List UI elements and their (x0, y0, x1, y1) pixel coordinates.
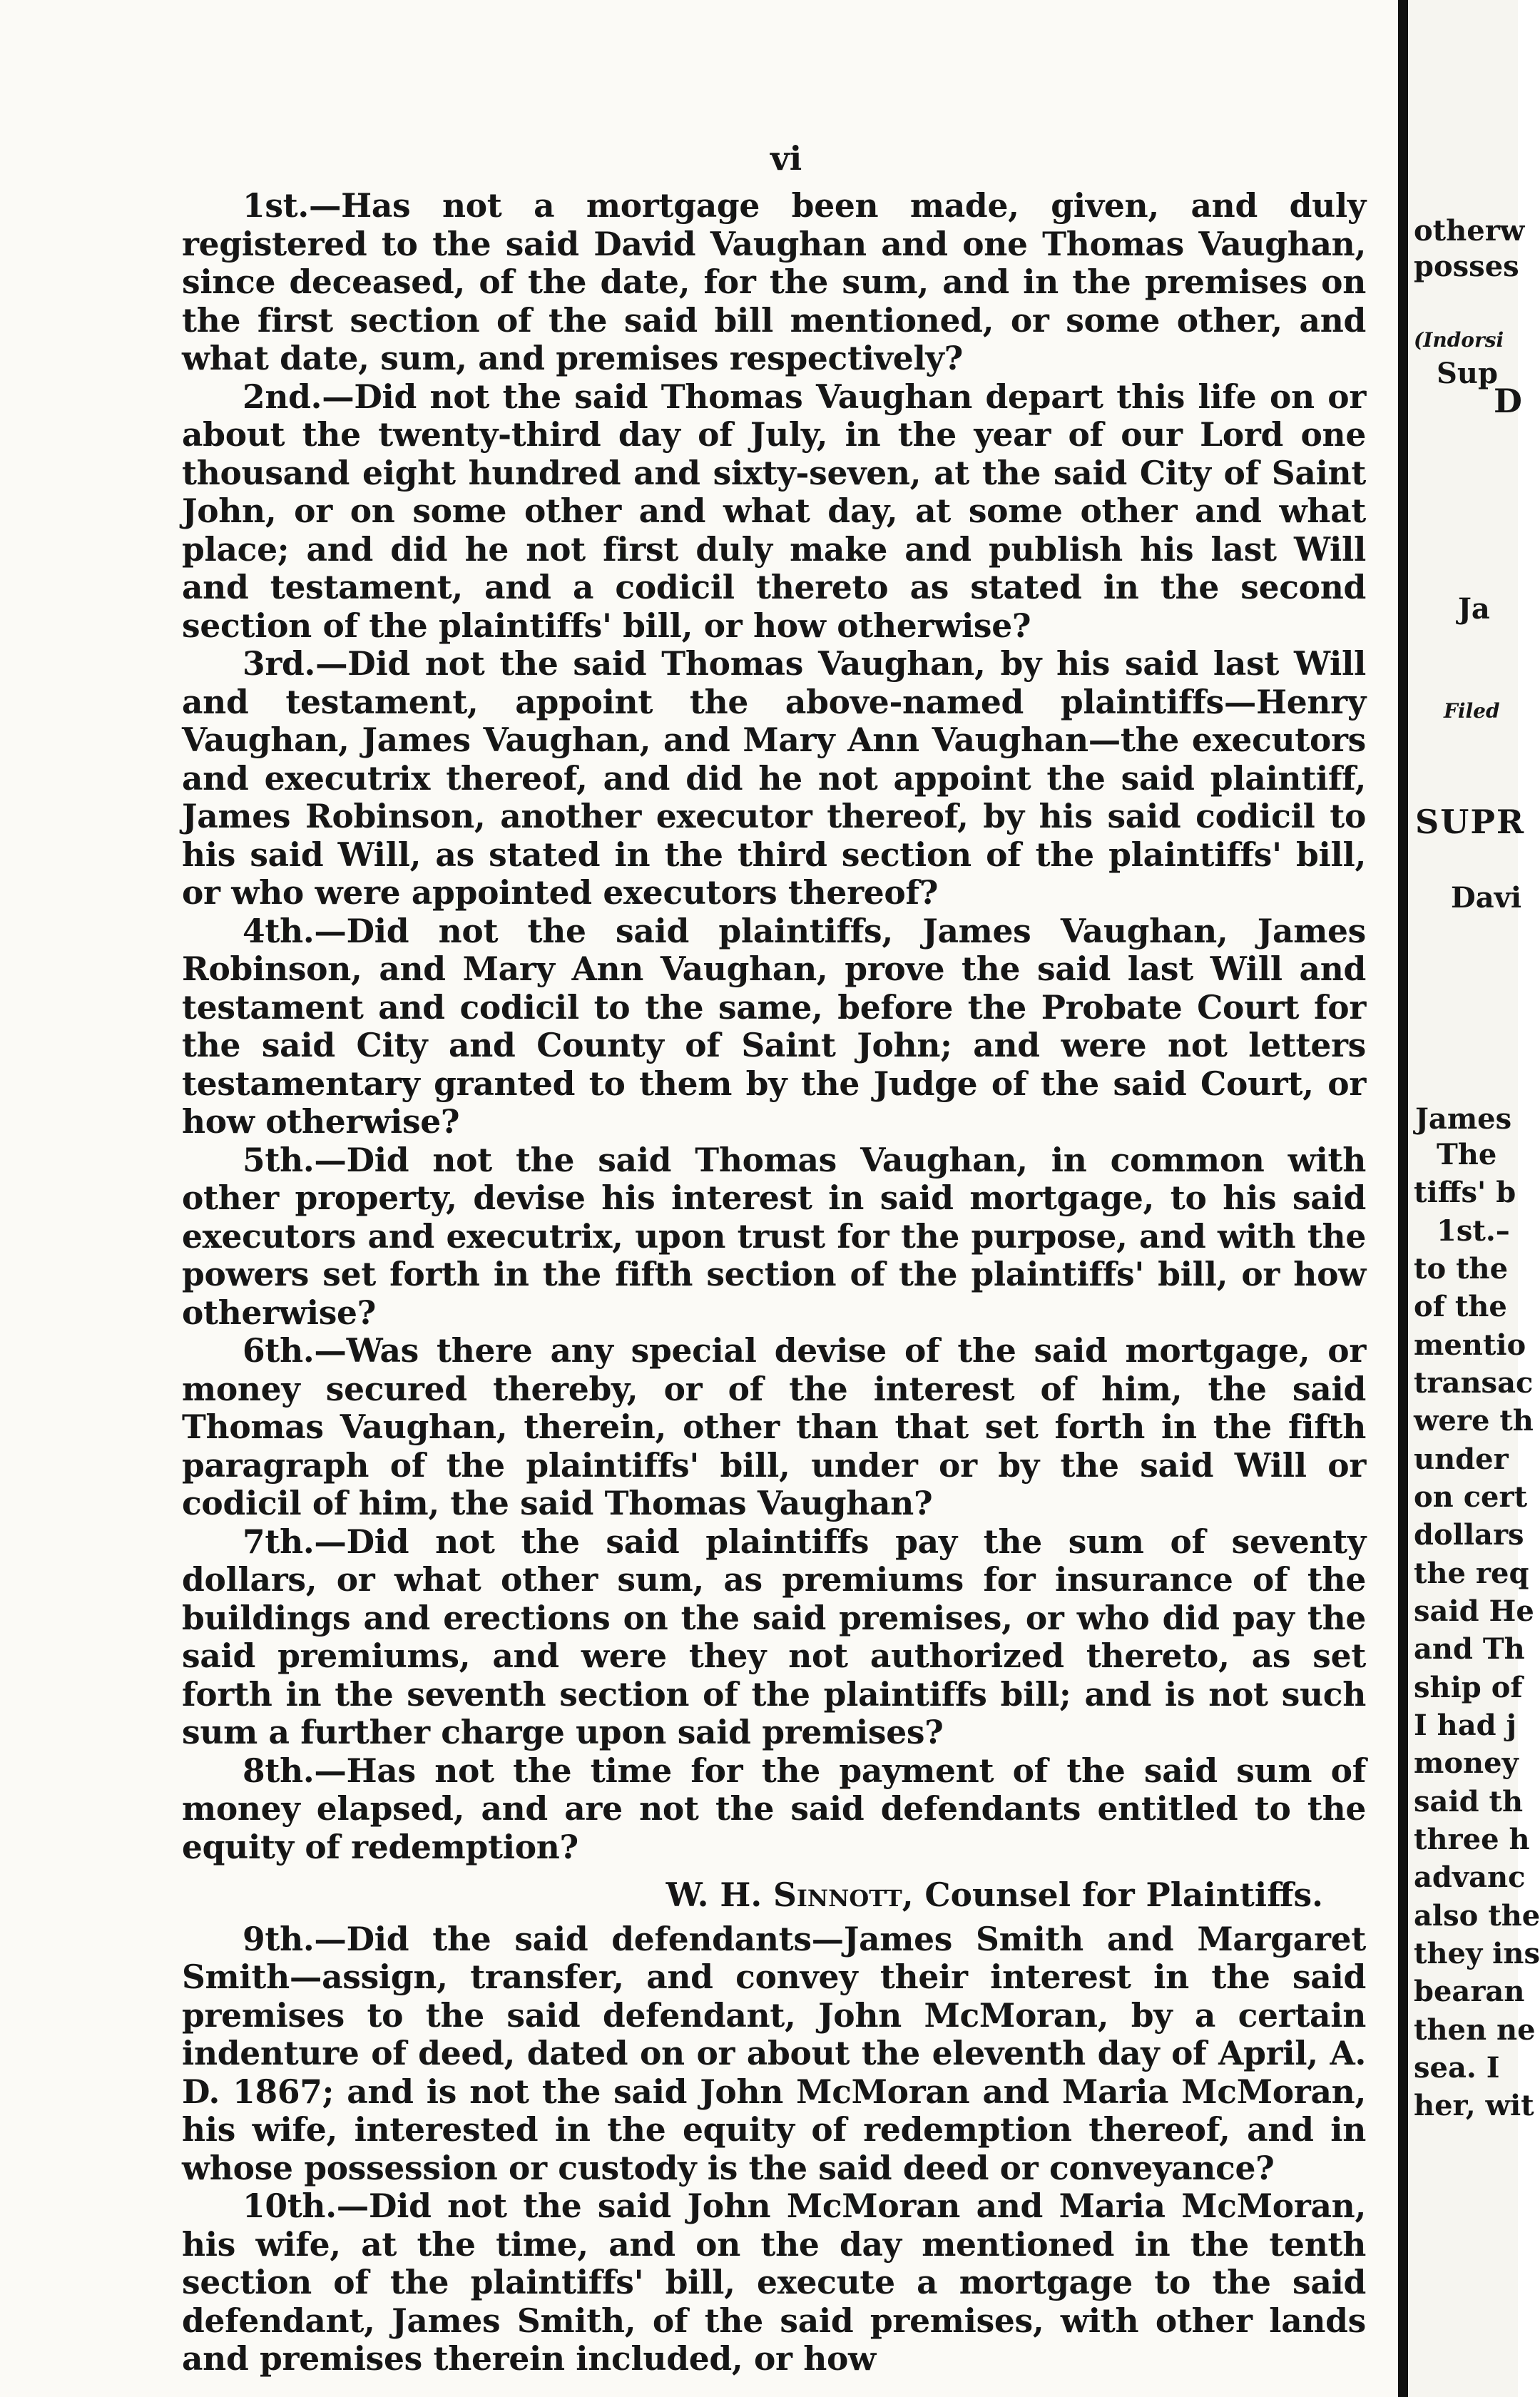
adjacent-fragment: posses (1414, 250, 1519, 283)
signature-role: , Counsel for Plaintiffs. (902, 1876, 1323, 1914)
interrogatory-number: 8th. (243, 1751, 315, 1790)
adjacent-fragment: transac (1414, 1366, 1534, 1400)
interrogatory-text: —Did not the said Thomas Vaughan, in common with other property, devise his interest in said mortgage, to his said executors and executrix, upon trust for the purpose, and with the powers set forth in the fifth section of the plaintiffs' bill, or how otherwise? (182, 1140, 1366, 1332)
interrogatory-text: —Did not the said Thomas Vaughan, by his said last Will and testament, appoint the above-named plaintiffs—Henry Vaughan, James Vaughan, and Mary Ann Vaughan—the executors and executrix thereof, and did he not appoint the said plaintiff, James Robinson, another executor thereof, by his said codicil to his said Will, as stated in the third section of the plaintiffs' bill, or who were appointed executors thereof? (182, 644, 1366, 912)
adjacent-fragment: James (1415, 1102, 1512, 1136)
adjacent-fragment: three h (1414, 1823, 1530, 1856)
interrogatory-number: 1st. (243, 186, 309, 225)
interrogatory-5 (182, 1141, 1366, 1333)
interrogatory-number: 7th. (243, 1522, 315, 1561)
interrogatory-number: 10th. (243, 2187, 337, 2225)
adjacent-fragment: tiffs' b (1414, 1176, 1516, 1209)
adjacent-fragment: I had j (1414, 1709, 1517, 1742)
interrogatory-7 (182, 1523, 1366, 1752)
interrogatory-10 (182, 2187, 1366, 2378)
interrogatory-number: 9th. (243, 1919, 315, 1958)
adjacent-fragment: 1st.– (1437, 1214, 1510, 1248)
counsel-signature (182, 1876, 1366, 1915)
interrogatory-2 (182, 378, 1366, 646)
adjacent-fragment: sea. I (1414, 2051, 1500, 2085)
adjacent-fragment: dollars (1414, 1518, 1524, 1552)
signature-initials: W. H. (666, 1876, 774, 1914)
interrogatory-text: —Has not a mortgage been made, given, and duly registered to the said David Vaughan and one Thomas Vaughan, since deceased, of the date, for the sum, and in the premises on the first section of the said bill mentioned, or some other, and what date, sum, and premises respectively? (182, 186, 1366, 377)
adjacent-fragment: advanc (1414, 1861, 1526, 1894)
adjacent-fragment: money (1414, 1746, 1519, 1780)
adjacent-fragment: also the (1414, 1899, 1540, 1933)
interrogatory-8 (182, 1752, 1366, 1867)
adjacent-fragment: Davi (1451, 881, 1522, 915)
adjacent-fragment: her, wit (1414, 2089, 1534, 2122)
adjacent-fragment: said th (1414, 1785, 1524, 1818)
adjacent-fragment: (Indorsi (1414, 328, 1504, 352)
interrogatory-text: —Has not the time for the payment of the said sum of money elapsed, and are not the said defendants entitled to the equity of redemption? (182, 1751, 1366, 1866)
page-number: vi (770, 139, 802, 178)
interrogatory-text: —Did not the said John McMoran and Maria McMoran, his wife, at the time, and on the day mentioned in the tenth section of the plaintiffs' bill, execute a mortgage to the said defendant, James Smith, of the said premises, with other lands and premises therein included, or how (182, 2187, 1366, 2378)
adjacent-fragment: the req (1414, 1557, 1529, 1590)
adjacent-fragment: on cert (1414, 1480, 1528, 1514)
adjacent-fragment: The (1437, 1138, 1497, 1171)
interrogatory-text: —Did the said defendants—James Smith and Margaret Smith—assign, transfer, and convey their interest in the said premises to the said defendant, John McMoran, by a certain indenture of deed, dated on or about the eleventh day of April, A. D. 1867; and is not the said John McMoran and Maria McMoran, his wife, interested in the equity of redemption thereof, and in whose possession or custody is the said deed or conveyance? (182, 1919, 1366, 2187)
interrogatory-text: —Did not the said plaintiffs, James Vaughan, James Robinson, and Mary Ann Vaughan, prove the said last Will and testament and codicil to the same, before the Probate Court for the said City and County of Saint John; and were not letters testamentary granted to them by the Judge of the said Court, or how otherwise? (182, 911, 1366, 1141)
adjacent-fragment: SUPR (1415, 803, 1526, 841)
interrogatory-text: —Did not the said plaintiffs pay the sum of seventy dollars, or what other sum, as premiums for insurance of the buildings and erections on the said premises, or who did pay the said premiums, and were they not authorized thereto, as set forth in the seventh section of the plaintiffs bill; and is not such sum a further charge upon said premises? (182, 1522, 1366, 1751)
adjacent-fragment: ship of (1414, 1671, 1523, 1704)
interrogatory-number: 4th. (243, 911, 315, 950)
interrogatory-text: —Was there any special devise of the said mortgage, or money secured thereby, or of the interest of him, the said Thomas Vaughan, therein, other than that set forth in the fifth paragraph of the plaintiffs' bill, under or by the said Will or codicil of him, the said Thomas Vaughan? (182, 1331, 1366, 1522)
interrogatory-number: 5th. (243, 1140, 315, 1179)
adjacent-fragment: then ne (1414, 2013, 1536, 2047)
adjacent-fragment: under (1414, 1442, 1509, 1476)
adjacent-fragment: mentio (1414, 1328, 1526, 1362)
adjacent-fragment: Filed (1444, 699, 1500, 723)
adjacent-fragment: of the (1414, 1290, 1507, 1323)
adjacent-fragment: and Th (1414, 1632, 1525, 1666)
adjacent-page-strip (1408, 0, 1540, 2397)
adjacent-fragment: were th (1414, 1404, 1534, 1437)
adjacent-fragment: to the (1414, 1252, 1509, 1286)
interrogatories-body (182, 187, 1366, 2378)
interrogatory-1 (182, 187, 1366, 378)
interrogatory-number: 6th. (243, 1331, 315, 1370)
interrogatory-text: —Did not the said Thomas Vaughan depart this life on or about the twenty-third day of July, in the year of our Lord one thousand eight hundred and sixty-seven, at the said City of Saint John, or on some other and what day, at some other and what place; and did he not first duly make and publish his last Will and testament, and a codicil thereto as stated in the second section of the plaintiffs' bill, or how otherwise? (182, 377, 1366, 645)
adjacent-fragment: they ins (1414, 1937, 1540, 1970)
adjacent-fragment: bearan (1414, 1975, 1525, 2008)
interrogatory-6 (182, 1332, 1366, 1523)
interrogatory-3 (182, 645, 1366, 912)
interrogatory-9 (182, 1920, 1366, 2188)
interrogatory-number: 2nd. (243, 377, 322, 416)
interrogatory-4 (182, 912, 1366, 1141)
page-gutter (1398, 0, 1408, 2397)
adjacent-fragment: otherw (1414, 214, 1525, 248)
adjacent-fragment: said He (1414, 1594, 1534, 1628)
adjacent-fragment: Sup (1437, 357, 1498, 390)
adjacent-fragment: Ja (1458, 592, 1490, 626)
interrogatory-number: 3rd. (243, 644, 316, 683)
signature-surname: Sinnott (773, 1876, 902, 1914)
adjacent-fragment: D (1494, 382, 1524, 420)
